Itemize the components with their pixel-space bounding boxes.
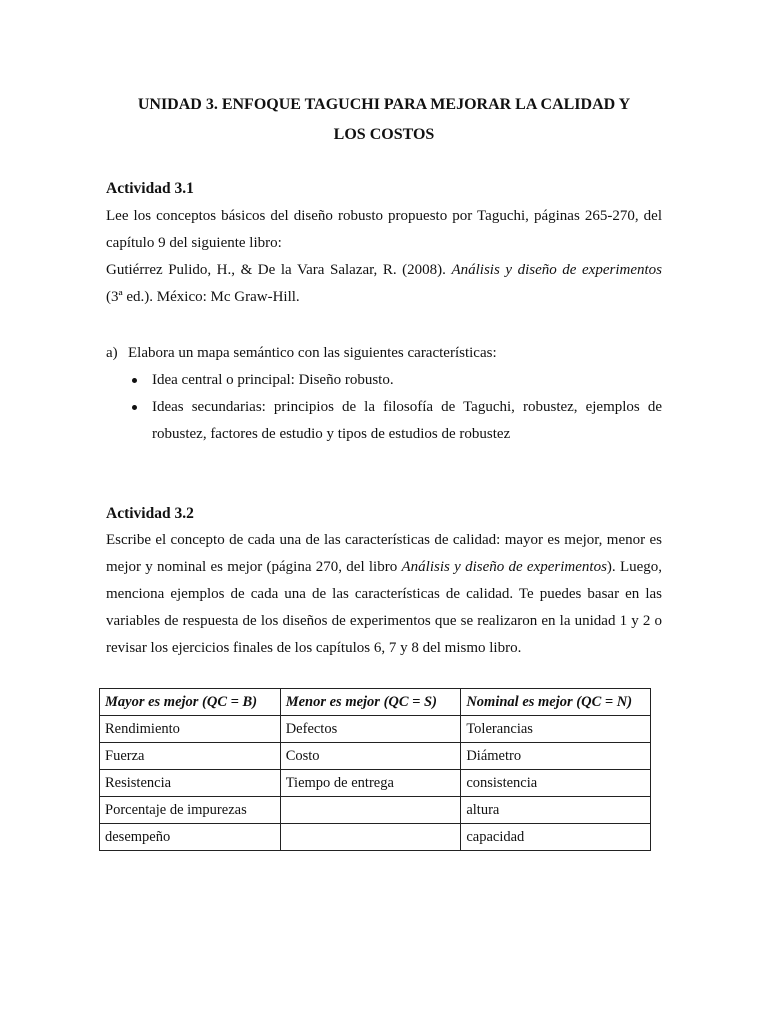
- table-cell: altura: [461, 797, 651, 824]
- table-cell: Costo: [280, 743, 461, 770]
- title-line-1: UNIDAD 3. ENFOQUE TAGUCHI PARA MEJORAR LA CALIDAD Y: [137, 96, 631, 113]
- bullet-text: Idea central o principal: Diseño robusto.: [152, 372, 394, 388]
- table-row: [100, 797, 651, 824]
- task-text: Elabora un mapa semántico con las siguientes características:: [128, 345, 497, 361]
- table-cell: Rendimiento: [100, 716, 281, 743]
- instruction-line-1: Lee los conceptos básicos del diseño robusto propuesto por Taguchi, páginas 265-270, del: [106, 208, 662, 224]
- activity-3-2-instructions: [106, 527, 662, 662]
- bullet-text: Ideas secundarias: principios de la filosofía de Taguchi, robustez, ejemplos de robustez, factores de estudio y tipos de estudios de robustez: [152, 399, 662, 442]
- activity-3-2-line-5: revisar los ejercicios finales de los capítulos 6, 7 y 8 del mismo libro.: [106, 640, 522, 656]
- table-cell: Resistencia: [100, 770, 281, 797]
- table-cell: Tolerancias: [461, 716, 651, 743]
- line-2-end: ). Luego,: [606, 559, 663, 575]
- reference-authors: Gutiérrez Pulido, H., & De la Vara Salazar, R. (2008).: [106, 262, 446, 278]
- activity-3-2-heading: Actividad 3.2: [106, 505, 194, 522]
- activity-3-2-line-3: menciona ejemplos de cada una de las características de calidad. Te puedes basar en las: [106, 586, 662, 602]
- title-line-2: LOS COSTOS: [333, 126, 435, 143]
- table-cell: consistencia: [461, 770, 651, 797]
- reference-title: Análisis y diseño de experimentos: [451, 262, 662, 278]
- table-cell: Tiempo de entrega: [280, 770, 461, 797]
- bullet-item: [106, 367, 662, 394]
- header-menor-es-mejor: Menor es mejor (QC = S): [280, 689, 461, 716]
- table-row: [100, 824, 651, 851]
- header-mayor-es-mejor: Mayor es mejor (QC = B): [100, 689, 281, 716]
- table-cell: Defectos: [280, 716, 461, 743]
- header-nominal-es-mejor: Nominal es mejor (QC = N): [461, 689, 651, 716]
- task-marker: a): [106, 345, 118, 361]
- activity-3-1-heading: Actividad 3.1: [106, 180, 194, 197]
- table-cell: capacidad: [461, 824, 651, 851]
- activity-3-2-line-4: variables de respuesta de los diseños de experimentos que se realizaron en la unidad 1 y 2 o: [106, 613, 662, 629]
- table-row: [100, 716, 651, 743]
- task-list: [106, 340, 662, 448]
- activity-3-2-line-2: [106, 554, 662, 581]
- table-cell: Porcentaje de impurezas: [100, 797, 281, 824]
- activity-3-1-instructions: [106, 203, 662, 311]
- bullet-icon: [132, 405, 137, 410]
- document-title: [106, 90, 662, 150]
- activity-3-2-line-1: Escribe el concepto de cada una de las características de calidad: mayor es mejor, menor es: [106, 532, 662, 548]
- bullet-list: [106, 367, 662, 448]
- book-reference-line-1: [106, 257, 662, 284]
- table-cell: Fuerza: [100, 743, 281, 770]
- table-row: [100, 743, 651, 770]
- quality-characteristics-table: [99, 688, 651, 851]
- bullet-icon: [132, 378, 137, 383]
- task-item-a: [106, 340, 662, 367]
- table-cell: Diámetro: [461, 743, 651, 770]
- table-cell: [280, 824, 461, 851]
- table-row: [100, 770, 651, 797]
- book-reference-line-2: (3ª ed.). México: Mc Graw-Hill.: [106, 289, 300, 305]
- book-title-italic: Análisis y diseño de experimentos: [401, 559, 607, 575]
- table-cell: desempeño: [100, 824, 281, 851]
- table-cell: [280, 797, 461, 824]
- instruction-line-2: capítulo 9 del siguiente libro:: [106, 235, 282, 251]
- line-2-start: mejor y nominal es mejor (página 270, del libro: [106, 559, 398, 575]
- table-header-row: [100, 689, 651, 716]
- bullet-item: [106, 394, 662, 448]
